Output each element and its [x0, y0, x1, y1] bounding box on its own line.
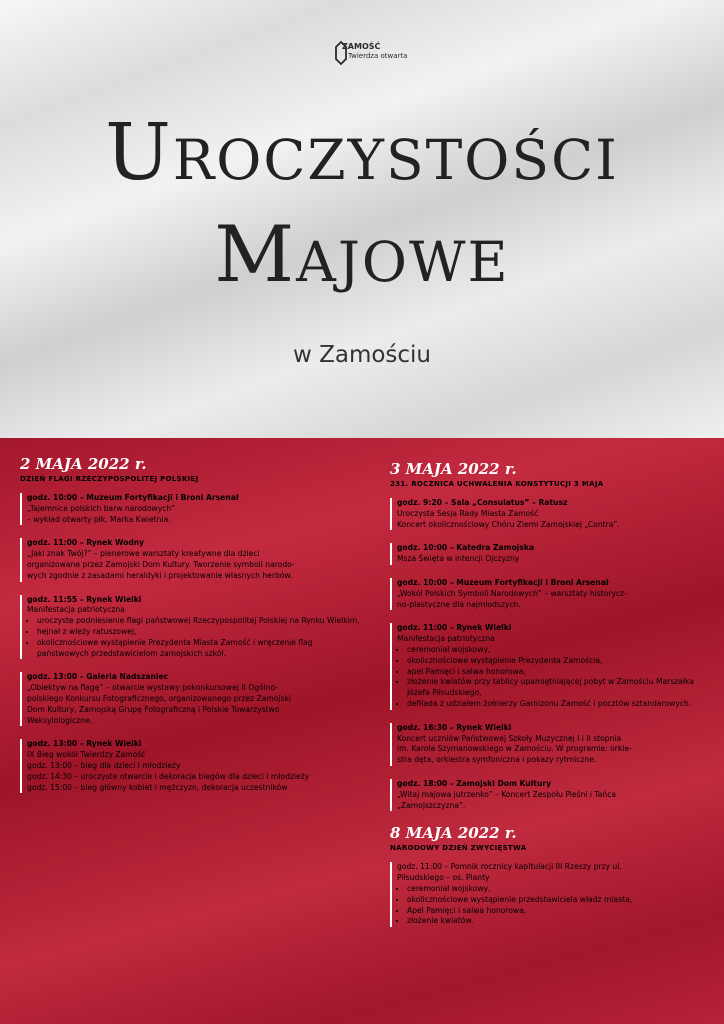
event-bullet: • złożenie kwiatów przy tablicy upamiętniającej pobyt w Zamościu Marszałka Józefa Piłsudskiego,: [407, 677, 708, 699]
event-list: [20, 493, 360, 793]
event-time-place: godz. 10:00 – Muzeum Fortyfikacji i Broni Arsenał: [27, 493, 239, 502]
event-bullet: • uroczyste podniesienie flagi państwowej Rzeczypospolitej Polskiej na Rynku Wielkim,: [37, 616, 360, 627]
event-description: wych zgodnie z zasadami heraldyki i projektowanie własnych herbów.: [27, 570, 293, 580]
title-line-1: Uroczystości: [105, 108, 619, 198]
event-description: Manifestacja patriotyczna: [397, 634, 495, 644]
event-time-place: godz. 18:00 – Zamojski Dom Kultury: [397, 778, 552, 788]
day-subheading: DZIEŃ FLAGI RZECZYPOSPOLITEJ POLSKIEJ: [20, 475, 199, 483]
event-time-place: godz. 11:55 – Rynek Wielki: [27, 594, 142, 604]
event-description: Uroczysta Sesja Rady Miasta Zamość: [397, 508, 539, 518]
event-description: Koncert okolicznościowy Chóru Ziemi Zamojskiej „Contra”.: [397, 519, 620, 529]
event-description: godz. 13:00 – bieg dla dzieci i młodzieży: [27, 760, 181, 770]
event-bullet: • defilada z udziałem żołnierzy Garnizonu Zamość i pocztów sztandarowych.: [407, 699, 708, 710]
event-time-place: godz. 16:30 – Rynek Wielki: [397, 722, 512, 732]
event-description: „Wokół Polskich Symboli Narodowych” – warsztaty historycz-: [397, 588, 627, 598]
event-item: [20, 672, 360, 726]
event-bullet: • złożenie kwiatów.: [407, 916, 708, 927]
day-subheading: NARODOWY DZIEŃ ZWYCIĘSTWA: [390, 844, 527, 853]
event-description: Manifestacja patriotyczna: [27, 605, 125, 615]
event-item: [390, 723, 708, 766]
event-description: organizowane przez Zamojski Dom Kultury. Tworzenie symboli narodo-: [27, 559, 295, 569]
event-time-place: godz. 13:00 – Rynek Wielki: [27, 739, 142, 749]
logo-tagline: Twierdza otwarta: [348, 52, 408, 60]
event-description: „Zamojszczyzna”.: [397, 800, 466, 810]
event-bullet: • ceremoniał wojskowy,: [407, 884, 708, 895]
event-bullet: • okolicznościowe wystąpienie Prezydenta Zamościa,: [407, 656, 708, 667]
event-description: „Witaj majowa jutrzenko” – Koncert Zespołu Pieśni i Tańca: [397, 789, 617, 799]
event-description: stra dęta, orkiestra symfoniczna i pokazy rytmiczne.: [397, 755, 597, 765]
event-item: [20, 538, 360, 581]
event-description: Dom Kultury, Zamojską Grupę Fotograficzną i Polskie Towarzystwo: [27, 704, 280, 714]
event-time-place: godz. 10:00 – Katedra Zamojska: [397, 543, 535, 553]
event-bullet: • Apel Pamięci i salwa honorowa,: [407, 906, 708, 917]
event-time-place: godz. 11:00 – Rynek Wodny: [27, 538, 145, 548]
event-item: [20, 493, 360, 525]
event-description: Weksylologiczne.: [27, 715, 93, 725]
event-description: Piłsudskiego – os. Planty: [397, 873, 490, 883]
event-description: „Jaki znak Twój?” – plenerowe warsztaty kreatywne dla dzieci: [27, 549, 260, 559]
event-item: [390, 578, 708, 610]
event-description: Msza Święta w intencji Ojczyzny: [397, 554, 520, 564]
event-time-place: godz. 13:00 – Galeria Nadszaniec: [27, 672, 169, 682]
event-description: Koncert uczniów Państwowej Szkoły Muzycznej I i II stopnia: [397, 733, 622, 743]
event-bullet: • apel Pamięci i salwa honorowa,: [407, 667, 708, 678]
program-column-left: [20, 455, 360, 806]
event-bullet-list: [397, 884, 708, 927]
event-list: [390, 498, 708, 811]
event-bullet-list: [27, 616, 360, 659]
program-column-right: [390, 460, 708, 940]
event-description: godz. 11:00 – Pomnik rocznicy kapitulacji III Rzeszy przy ul.: [397, 862, 622, 872]
event-description: – wykład otwarty płk. Marka Kwietnia.: [27, 514, 171, 524]
event-description: im. Karola Szymanowskiego w Zamościu. W programie: orkie-: [397, 744, 632, 754]
event-time-place: godz. 11:00 – Rynek Wielki: [397, 623, 512, 633]
day-heading: 2 MAJA 2022 r.: [20, 455, 147, 473]
event-item: [390, 498, 708, 530]
event-description: „Tajemnice polskich barw narodowych”: [27, 503, 176, 513]
event-description: godz. 14:30 – uroczyste otwarcie i dekoracja biegów dla dzieci i młodzieży: [27, 771, 310, 781]
event-description: „Obiektyw na flagę” – otwarcie wystawy pokonkursowej II Ogólno-: [27, 683, 279, 693]
event-item: [20, 739, 360, 793]
event-item: [390, 543, 708, 565]
zamosc-logo: [334, 38, 414, 70]
event-bullet-list: [397, 645, 708, 710]
event-bullet: • hejnał z wieży ratuszowej,: [37, 627, 360, 638]
event-item: [20, 595, 360, 660]
logo-text: ZAMOŚĆ: [342, 42, 381, 51]
event-description: no-plastyczne dla najmłodszych.: [397, 599, 521, 609]
event-item: [390, 623, 708, 709]
day-heading: 8 MAJA 2022 r.: [390, 824, 517, 843]
event-description: polskiego Konkursu Fotograficznego, organizowanego przez Zamojski: [27, 693, 291, 703]
event-time-place: godz. 10:00 – Muzeum Fortyfikacji i Broni Arsenał: [397, 577, 609, 587]
event-item: [390, 862, 708, 927]
event-bullet: • okolicznościowe wystąpienie przedstawiciela władz miasta,: [407, 895, 708, 906]
event-list: [390, 862, 708, 927]
event-time-place: godz. 9:20 – Sala „Consulatus” – Ratusz: [397, 498, 568, 507]
event-bullet: • ceremoniał wojskowy,: [407, 645, 708, 656]
poster-header: [0, 0, 724, 438]
event-description: godz. 15:00 – bieg główny kobiet i mężczyzn, dekoracja uczestników: [27, 782, 288, 792]
event-description: IX Bieg wokół Twierdzy Zamość: [27, 750, 146, 760]
subtitle: w Zamościu: [292, 342, 432, 368]
day-subheading: 231. ROCZNICA UCHWALENIA KONSTYTUCJI 3 MAJA: [390, 480, 604, 488]
event-bullet: • okolicznościowe wystąpienie Prezydenta Miasta Zamość i wręczenie flag państwowych przedstawicielom zamojskich szkół.: [37, 638, 360, 660]
event-item: [390, 779, 708, 811]
title-line-2: Majowe: [214, 210, 510, 300]
day-heading: 3 MAJA 2022 r.: [390, 460, 517, 478]
